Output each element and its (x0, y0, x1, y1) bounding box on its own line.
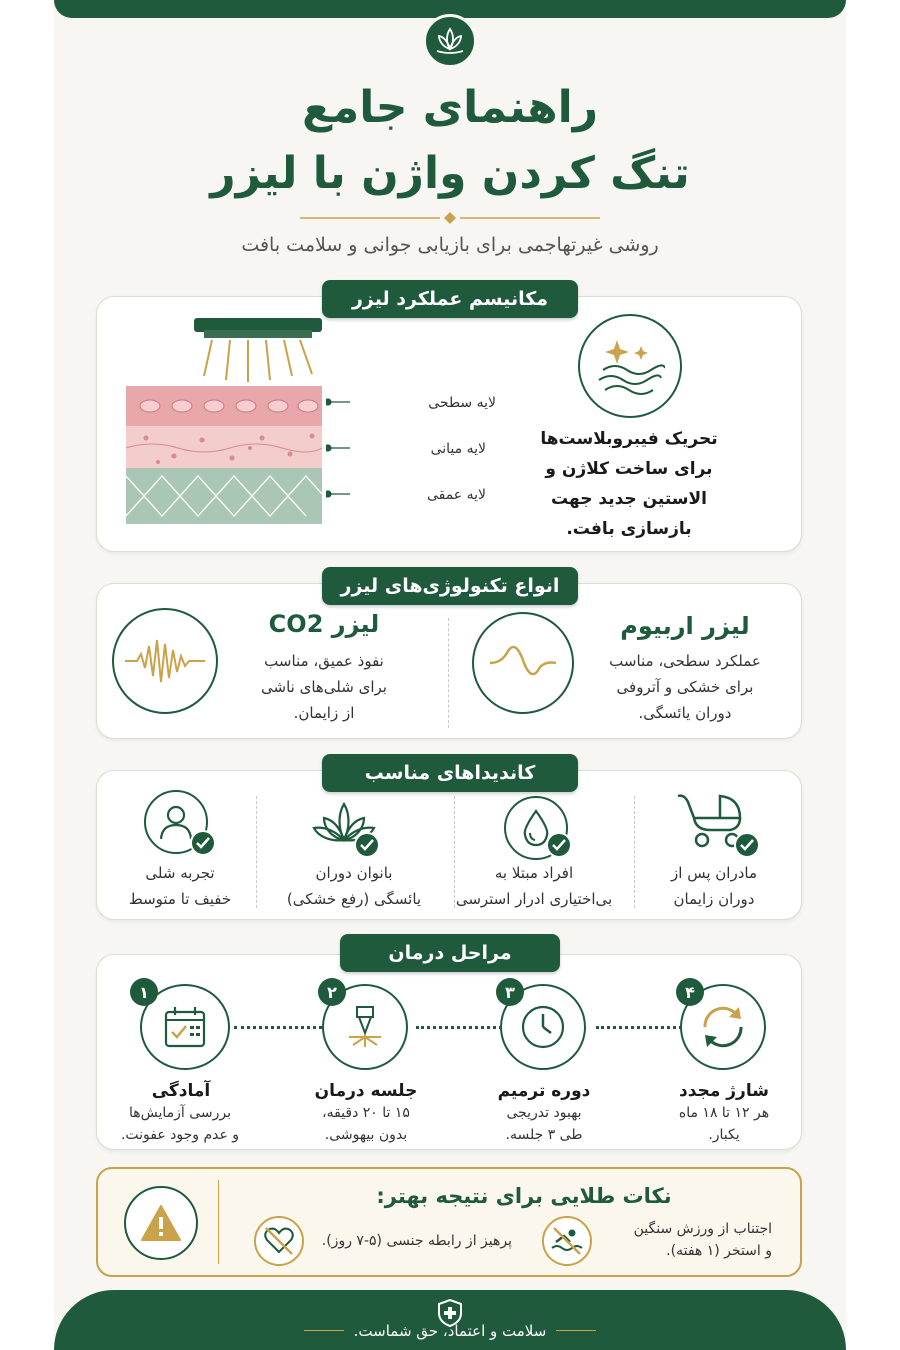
tips-divider (218, 1180, 219, 1264)
technologies-heading: انواع تکنولوژی‌های لیزر (322, 567, 578, 605)
candidate-line: خفیف تا متوسط (128, 890, 232, 908)
layer-pointers (326, 392, 396, 502)
check-icon (734, 832, 760, 858)
stage-desc-session (296, 1102, 436, 1146)
stages-heading: مراحل درمان (340, 934, 560, 972)
mechanism-desc-line: الاستین جدید جهت (551, 489, 707, 509)
co2-description (224, 648, 424, 726)
stage-desc-line: بهبود تدریجی (506, 1105, 582, 1121)
no-swimming-icon (542, 1216, 592, 1266)
layer-label-middle: لایه میانی (430, 441, 486, 457)
footer-text: سلامت و اعتماد، حق شماست. (353, 1322, 547, 1340)
candidate-line: افراد مبتلا به (494, 864, 574, 882)
candidate-line: تجربه شلی (145, 864, 215, 882)
page-title-line2: تنگ کردن واژن با لیزر (210, 148, 690, 199)
co2-desc-line: از زایمان. (293, 704, 355, 722)
stage-desc-line: بدون بیهوشی. (324, 1127, 408, 1143)
candidate-line: یائسگی (رفع خشکی) (286, 890, 422, 908)
mechanism-desc-line: بازسازی بافت. (566, 519, 692, 539)
stage-number: ۳ (496, 978, 524, 1006)
co2-desc-line: برای شلی‌های ناشی (261, 678, 387, 696)
stage-title-preparation: آمادگی (151, 1081, 211, 1101)
tip-exercise (602, 1218, 772, 1262)
candidate-incontinence (454, 860, 614, 912)
mechanism-heading: مکانیسم عملکرد لیزر (322, 280, 578, 318)
stage-connector (596, 1026, 682, 1029)
candidate-laxity (110, 860, 250, 912)
candidate-postpartum (644, 860, 784, 912)
page-title-line1: راهنمای جامع (301, 82, 599, 133)
tip-intercourse: پرهیز از رابطه جنسی (۵-۷ روز). (321, 1233, 512, 1249)
tech-divider (448, 618, 449, 728)
stage-connector (234, 1026, 322, 1029)
tip-line: و استخر (۱ هفته). (666, 1243, 772, 1259)
tip-line: اجتناب از ورزش سنگین (633, 1221, 772, 1237)
layer-label-surface: لایه سطحی (428, 395, 496, 411)
candidate-menopause (274, 860, 434, 912)
tips-heading: نکات طلایی برای نتیجه بهتر: (376, 1184, 672, 1208)
candidate-line: بی‌اختیاری ادرار استرسی (455, 890, 613, 908)
stage-number: ۲ (318, 978, 346, 1006)
warning-icon (124, 1186, 198, 1260)
stage-desc-line: هر ۱۲ تا ۱۸ ماه (678, 1105, 770, 1121)
stage-desc-preparation (110, 1102, 250, 1146)
check-icon (546, 832, 572, 858)
candidate-line: دوران زایمان (673, 890, 755, 908)
candidates-heading: کاندیداهای مناسب (322, 754, 578, 792)
no-intercourse-icon (254, 1216, 304, 1266)
mechanism-desc-line: تحریک فیبروبلاست‌ها (540, 429, 718, 449)
stage-desc-line: و عدم وجود عفونت. (120, 1127, 240, 1143)
candidate-divider (256, 796, 257, 908)
check-icon (354, 832, 380, 858)
stage-desc-recharge (654, 1102, 794, 1146)
sparkle-wave-icon (578, 314, 682, 418)
erbium-desc-line: دوران یائسگی. (638, 704, 732, 722)
page-subtitle: روشی غیرتهاجمی برای بازیابی جوانی و سلامت بافت (241, 234, 659, 256)
stage-number: ۴ (676, 978, 704, 1006)
stage-title-recovery: دوره ترمیم (497, 1081, 591, 1101)
mechanism-description (524, 424, 734, 544)
erbium-description (590, 648, 780, 726)
co2-desc-line: نفوذ عمیق، مناسب (264, 652, 384, 670)
stage-desc-line: بررسی آزمایش‌ها (128, 1105, 232, 1121)
erbium-wave-icon (472, 612, 574, 714)
candidate-line: بانوان دوران (315, 864, 393, 882)
mechanism-desc-line: برای ساخت کلاژن و (545, 459, 713, 479)
stage-title-recharge: شارژ مجدد (679, 1081, 769, 1101)
co2-wave-icon (112, 608, 218, 714)
erbium-title: لیزر اربیوم (620, 612, 750, 640)
skin-layers-diagram (122, 316, 322, 528)
candidate-line: مادران پس از (671, 864, 757, 882)
stage-desc-line: ۱۵ تا ۲۰ دقیقه، (322, 1105, 410, 1121)
stage-desc-line: یکبار. (708, 1127, 740, 1143)
title-divider (300, 210, 600, 226)
layer-label-deep: لایه عمقی (426, 487, 486, 503)
stage-title-session: جلسه درمان (314, 1081, 418, 1101)
erbium-desc-line: عملکرد سطحی، مناسب (609, 652, 761, 670)
erbium-desc-line: برای خشکی و آتروفی (616, 678, 754, 696)
infographic-page (54, 0, 846, 1350)
stage-number: ۱ (130, 978, 158, 1006)
co2-title: لیزر CO2 (268, 610, 380, 638)
stage-connector (416, 1026, 502, 1029)
stage-desc-recovery (474, 1102, 614, 1146)
candidate-divider (634, 796, 635, 908)
stage-desc-line: طی ۳ جلسه. (505, 1127, 583, 1143)
check-icon (190, 830, 216, 856)
lotus-logo-icon (423, 14, 477, 68)
